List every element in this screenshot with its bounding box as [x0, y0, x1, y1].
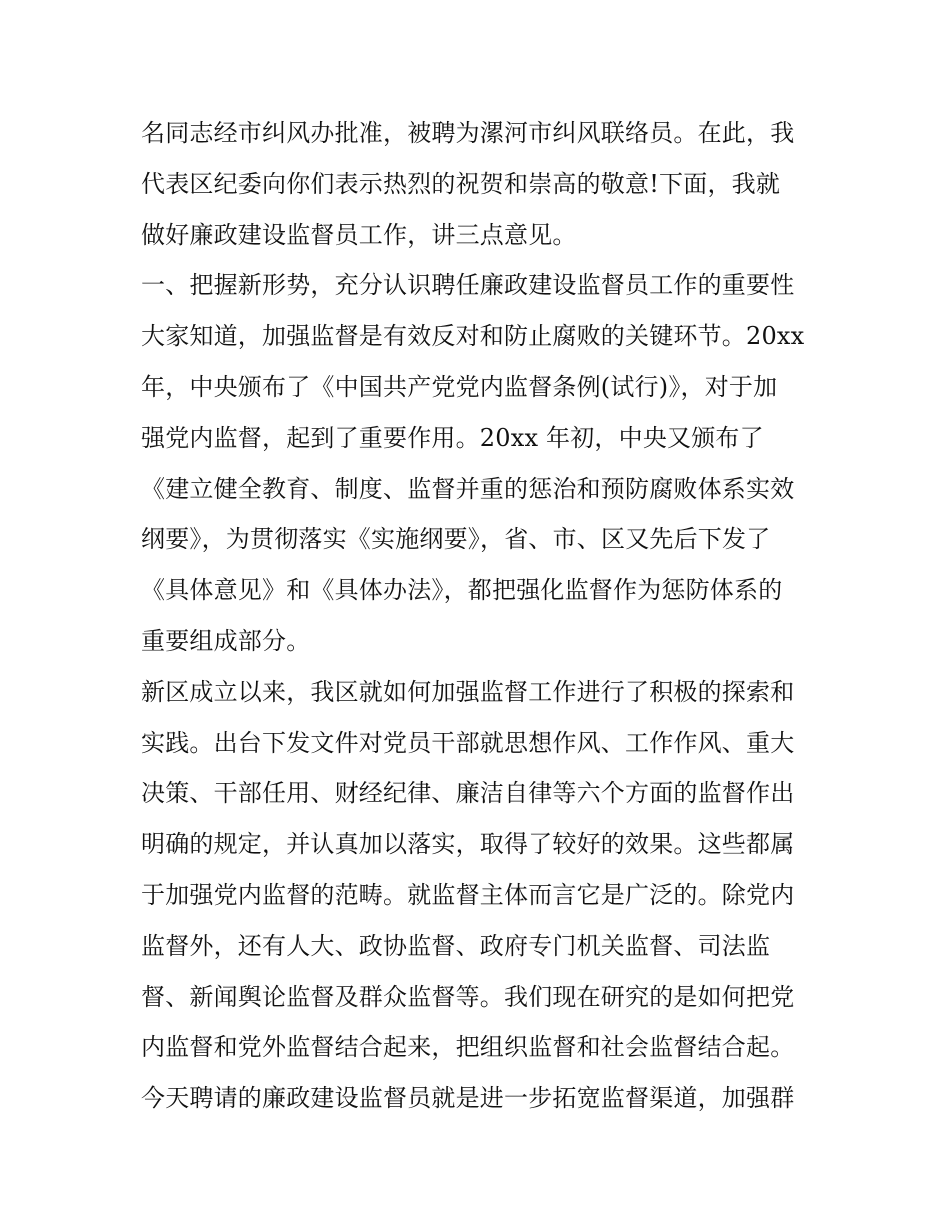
text-line: 强党内监督，起到了重要作用。20xx 年初，中央又颁布了 [141, 423, 764, 452]
text-line: 纲要》，为贯彻落实《实施纲要》，省、市、区又先后下发了 [141, 525, 771, 554]
text-line: 重要组成部分。 [141, 626, 311, 655]
text-line: 内监督和党外监督结合起来，把组织监督和社会监督结合起。 [141, 1033, 795, 1062]
text-line: 年，中央颁布了《中国共产党党内监督条例(试行)》，对于加 [141, 372, 778, 401]
text-line: 《建立健全教育、制度、监督并重的惩治和预防腐败体系实效 [141, 474, 795, 503]
text-line: 代表区纪委向你们表示热烈的祝贺和崇高的敬意!下面，我就 [141, 169, 781, 198]
text-line: 决策、干部任用、财经纪律、廉洁自律等六个方面的监督作出 [141, 779, 795, 808]
text-line: 新区成立以来，我区就如何加强监督工作进行了积极的探索和 [141, 677, 795, 706]
text-line: 《具体意见》和《具体办法》，都把强化监督作为惩防体系的 [141, 576, 783, 605]
text-line: 名同志经市纠风办批准，被聘为漯河市纠风联络员。在此，我 [141, 119, 795, 147]
text-line: 监督外，还有人大、政协监督、政府专门机关监督、司法监 [141, 931, 771, 960]
text-line: 今天聘请的廉政建设监督员就是进一步拓宽监督渠道，加强群 [141, 1084, 795, 1113]
text-line: 于加强党内监督的范畴。就监督主体而言它是广泛的。除党内 [141, 880, 795, 909]
body-text [141, 108, 821, 1124]
section-heading: 一、把握新形势，充分认识聘任廉政建设监督员工作的重要性 [141, 271, 795, 300]
text-line: 大家知道，加强监督是有效反对和防止腐败的关键环节。20xx [141, 322, 805, 351]
text-line: 明确的规定，并认真加以落实，取得了较好的效果。这些都属 [141, 830, 795, 859]
text-line: 做好廉政建设监督员工作，讲三点意见。 [141, 220, 577, 249]
text-line: 实践。出台下发文件对党员干部就思想作风、工作作风、重大 [141, 728, 795, 757]
text-line: 督、新闻舆论监督及群众监督等。我们现在研究的是如何把党 [141, 982, 795, 1011]
